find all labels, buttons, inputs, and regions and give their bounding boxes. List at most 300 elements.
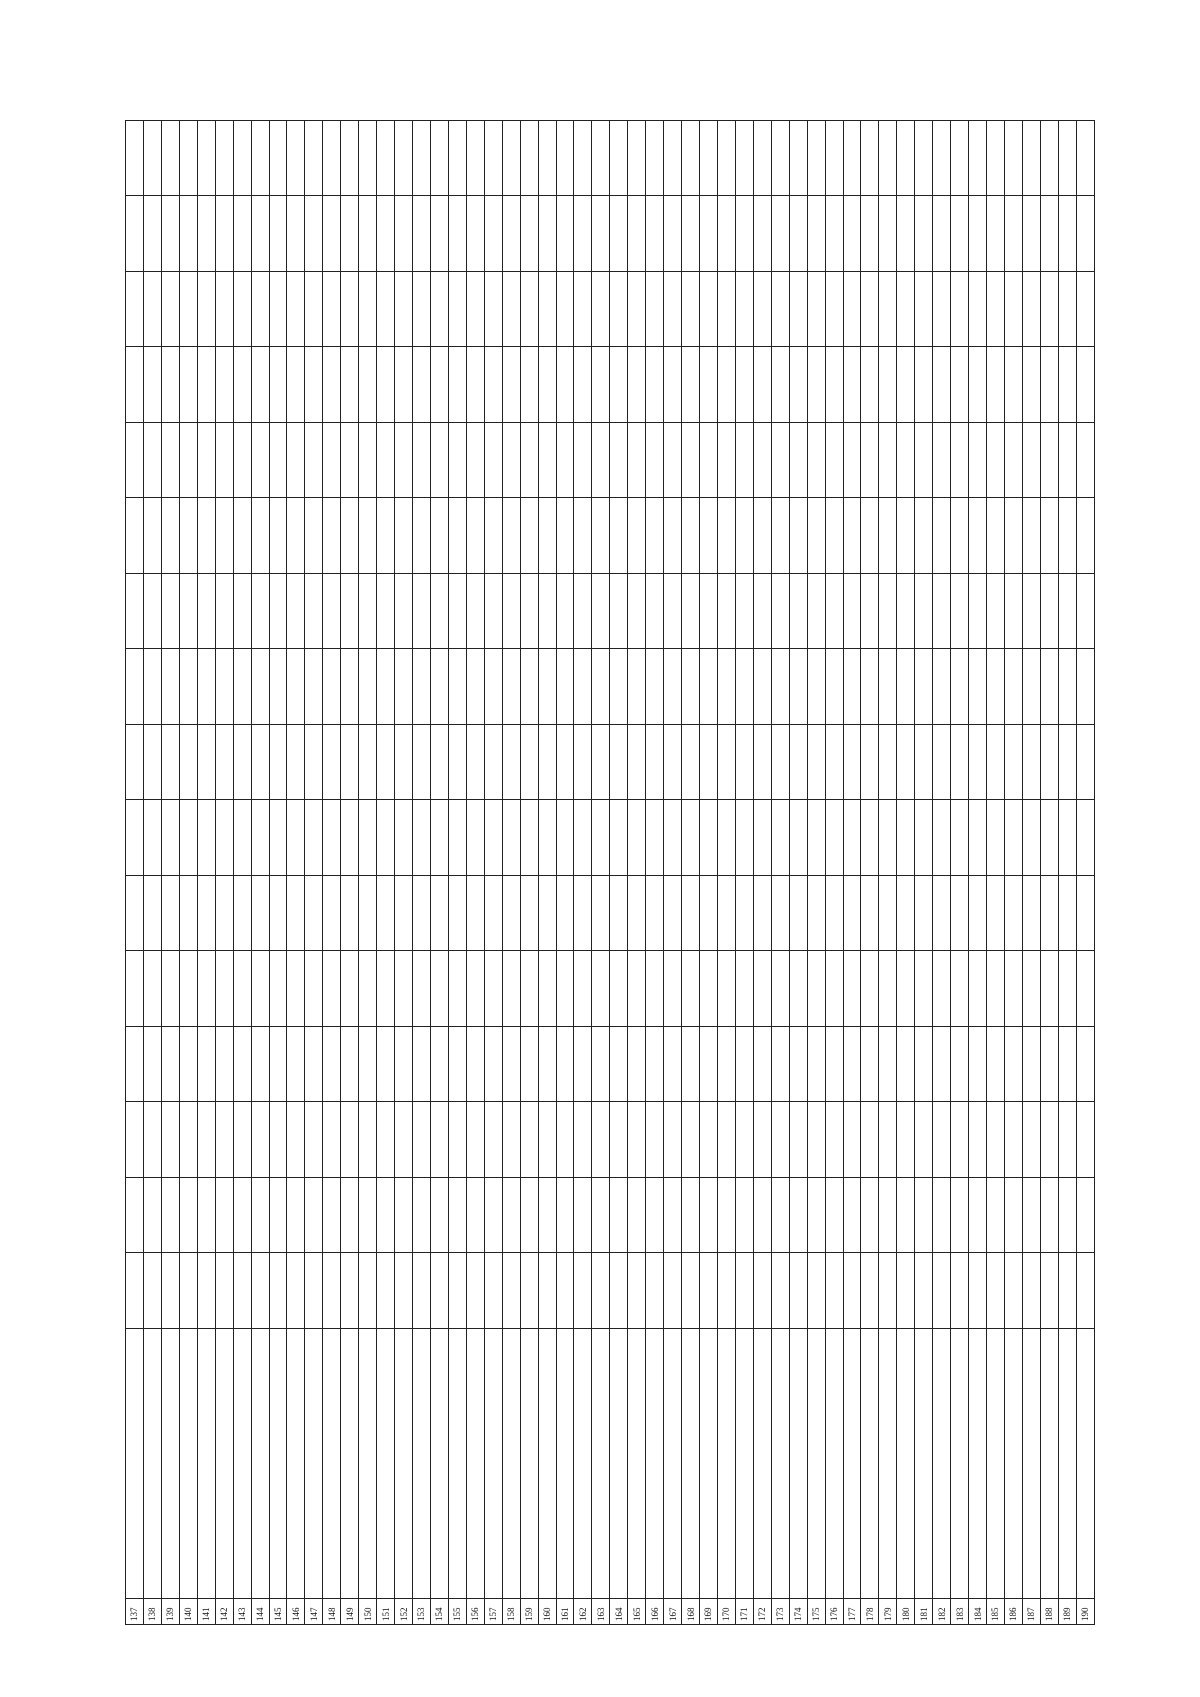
table-cell — [520, 347, 538, 423]
table-cell — [825, 423, 843, 499]
table-cell — [789, 1102, 807, 1178]
table-cell — [538, 423, 556, 499]
row-number-cell: 159 — [520, 1599, 538, 1625]
table-cell — [1058, 498, 1076, 574]
table-cell — [430, 1329, 448, 1599]
table-cell — [126, 423, 144, 499]
table-cell — [1076, 1027, 1094, 1103]
table-cell — [341, 1253, 359, 1329]
row-number-cell: 169 — [700, 1599, 718, 1625]
table-cell — [179, 1027, 197, 1103]
table-cell — [305, 196, 323, 272]
table-cell — [538, 876, 556, 952]
table-row — [646, 121, 664, 1625]
table-cell — [969, 1178, 987, 1254]
table-cell — [233, 574, 251, 650]
table-cell — [1076, 574, 1094, 650]
table-cell — [987, 574, 1005, 650]
table-cell — [484, 951, 502, 1027]
row-number-cell: 184 — [969, 1599, 987, 1625]
table-cell — [915, 423, 933, 499]
table-cell — [807, 498, 825, 574]
table-cell — [269, 800, 287, 876]
table-cell — [377, 951, 395, 1027]
table-cell — [484, 800, 502, 876]
table-cell — [269, 1027, 287, 1103]
table-cell — [610, 1178, 628, 1254]
table-cell — [341, 498, 359, 574]
row-number-cell: 137 — [126, 1599, 144, 1625]
table-cell — [287, 1027, 305, 1103]
table-cell — [987, 498, 1005, 574]
table-cell — [592, 800, 610, 876]
table-cell — [448, 347, 466, 423]
table-cell — [915, 1253, 933, 1329]
table-cell — [628, 1329, 646, 1599]
table-cell — [628, 876, 646, 952]
table-cell — [269, 423, 287, 499]
table-cell — [556, 800, 574, 876]
table-cell — [861, 498, 879, 574]
table-cell — [520, 574, 538, 650]
table-cell — [520, 272, 538, 348]
table-cell — [664, 196, 682, 272]
table-cell — [520, 196, 538, 272]
table-cell — [646, 951, 664, 1027]
table-cell — [861, 347, 879, 423]
table-cell — [143, 1027, 161, 1103]
table-cell — [915, 725, 933, 801]
table-cell — [377, 1329, 395, 1599]
table-cell — [538, 1329, 556, 1599]
table-cell — [161, 121, 179, 197]
table-cell — [1022, 272, 1040, 348]
table-cell — [987, 800, 1005, 876]
table-cell — [395, 574, 413, 650]
table-cell — [879, 1178, 897, 1254]
table-cell — [413, 1102, 431, 1178]
table-cell — [233, 1027, 251, 1103]
table-cell — [933, 196, 951, 272]
table-cell — [502, 423, 520, 499]
table-cell — [359, 121, 377, 197]
table-cell — [717, 574, 735, 650]
table-cell — [879, 196, 897, 272]
table-cell — [341, 196, 359, 272]
table-cell — [664, 951, 682, 1027]
table-cell — [897, 423, 915, 499]
row-number-cell: 158 — [502, 1599, 520, 1625]
table-cell — [359, 574, 377, 650]
table-cell — [395, 121, 413, 197]
row-number-cell: 177 — [843, 1599, 861, 1625]
table-row — [143, 121, 161, 1625]
table-cell — [197, 725, 215, 801]
table-cell — [179, 1102, 197, 1178]
table-cell — [753, 951, 771, 1027]
table-cell — [843, 876, 861, 952]
table-cell — [843, 1178, 861, 1254]
table-cell — [753, 498, 771, 574]
table-cell — [466, 1027, 484, 1103]
table-cell — [126, 725, 144, 801]
table-cell — [915, 121, 933, 197]
table-cell — [323, 1329, 341, 1599]
row-number-cell: 173 — [771, 1599, 789, 1625]
table-cell — [377, 498, 395, 574]
table-cell — [341, 1027, 359, 1103]
row-number-cell: 152 — [395, 1599, 413, 1625]
table-cell — [413, 649, 431, 725]
table-cell — [700, 951, 718, 1027]
table-row — [161, 121, 179, 1625]
table-row — [126, 121, 144, 1625]
table-row — [287, 121, 305, 1625]
table-cell — [502, 272, 520, 348]
table-cell — [861, 196, 879, 272]
table-cell — [969, 574, 987, 650]
table-cell — [951, 121, 969, 197]
table-cell — [771, 121, 789, 197]
table-cell — [717, 196, 735, 272]
table-cell — [574, 423, 592, 499]
table-cell — [735, 876, 753, 952]
table-cell — [233, 876, 251, 952]
table-cell — [879, 498, 897, 574]
table-cell — [341, 423, 359, 499]
table-cell — [215, 1102, 233, 1178]
table-cell — [502, 876, 520, 952]
table-cell — [305, 423, 323, 499]
table-cell — [520, 649, 538, 725]
table-cell — [466, 1178, 484, 1254]
table-cell — [215, 196, 233, 272]
table-cell — [359, 1253, 377, 1329]
table-cell — [771, 1102, 789, 1178]
table-cell — [161, 272, 179, 348]
table-cell — [825, 1178, 843, 1254]
row-number-cell: 174 — [789, 1599, 807, 1625]
row-number-cell: 160 — [538, 1599, 556, 1625]
table-cell — [556, 121, 574, 197]
table-cell — [143, 423, 161, 499]
table-cell — [843, 574, 861, 650]
table-row — [897, 121, 915, 1625]
table-cell — [448, 498, 466, 574]
table-cell — [592, 1102, 610, 1178]
table-cell — [592, 272, 610, 348]
table-cell — [502, 574, 520, 650]
table-row — [1076, 121, 1094, 1625]
table-cell — [502, 1253, 520, 1329]
table-cell — [879, 725, 897, 801]
table-cell — [682, 1178, 700, 1254]
table-row — [305, 121, 323, 1625]
table-cell — [126, 574, 144, 650]
table-cell — [520, 423, 538, 499]
table-cell — [879, 1027, 897, 1103]
table-cell — [484, 1178, 502, 1254]
table-cell — [1058, 574, 1076, 650]
table-cell — [377, 423, 395, 499]
table-cell — [628, 423, 646, 499]
table-cell — [897, 649, 915, 725]
row-number-cell: 183 — [951, 1599, 969, 1625]
table-cell — [1022, 1178, 1040, 1254]
table-cell — [1004, 1329, 1022, 1599]
table-cell — [538, 1253, 556, 1329]
table-cell — [269, 498, 287, 574]
table-cell — [269, 196, 287, 272]
table-cell — [126, 272, 144, 348]
table-cell — [359, 725, 377, 801]
table-cell — [682, 951, 700, 1027]
table-cell — [161, 574, 179, 650]
table-cell — [143, 347, 161, 423]
table-row — [377, 121, 395, 1625]
table-cell — [359, 1027, 377, 1103]
table-cell — [915, 272, 933, 348]
table-cell — [466, 876, 484, 952]
table-cell — [664, 498, 682, 574]
table-cell — [933, 423, 951, 499]
table-cell — [1040, 800, 1058, 876]
table-cell — [753, 272, 771, 348]
row-number-cell: 163 — [592, 1599, 610, 1625]
table-cell — [574, 574, 592, 650]
table-cell — [682, 196, 700, 272]
row-number-cell: 179 — [879, 1599, 897, 1625]
table-cell — [735, 649, 753, 725]
table-cell — [484, 121, 502, 197]
table-cell — [771, 800, 789, 876]
table-cell — [377, 121, 395, 197]
table-cell — [179, 196, 197, 272]
table-cell — [143, 121, 161, 197]
table-cell — [592, 347, 610, 423]
row-number-cell: 141 — [197, 1599, 215, 1625]
table-cell — [502, 800, 520, 876]
table-cell — [287, 272, 305, 348]
table-cell — [502, 951, 520, 1027]
table-cell — [1022, 574, 1040, 650]
table-cell — [305, 272, 323, 348]
table-cell — [395, 1178, 413, 1254]
table-cell — [161, 649, 179, 725]
table-cell — [807, 1329, 825, 1599]
table-cell — [807, 121, 825, 197]
table-cell — [951, 800, 969, 876]
table-cell — [143, 1178, 161, 1254]
table-cell — [807, 423, 825, 499]
table-cell — [646, 272, 664, 348]
table-cell — [969, 1027, 987, 1103]
table-cell — [197, 272, 215, 348]
table-cell — [789, 876, 807, 952]
table-row — [413, 121, 431, 1625]
table-cell — [753, 1329, 771, 1599]
table-cell — [430, 574, 448, 650]
table-cell — [1040, 1178, 1058, 1254]
table-cell — [161, 1027, 179, 1103]
table-cell — [251, 800, 269, 876]
table-cell — [682, 1027, 700, 1103]
table-cell — [933, 121, 951, 197]
table-cell — [897, 1253, 915, 1329]
table-cell — [556, 196, 574, 272]
table-cell — [520, 725, 538, 801]
table-cell — [1004, 574, 1022, 650]
table-cell — [933, 498, 951, 574]
table-row — [574, 121, 592, 1625]
table-cell — [1058, 876, 1076, 952]
table-cell — [251, 1178, 269, 1254]
table-cell — [1022, 498, 1040, 574]
table-cell — [789, 725, 807, 801]
row-number-cell: 161 — [556, 1599, 574, 1625]
table-cell — [1040, 121, 1058, 197]
table-cell — [1058, 121, 1076, 197]
table-cell — [341, 876, 359, 952]
table-cell — [807, 196, 825, 272]
table-cell — [323, 1178, 341, 1254]
table-cell — [1004, 951, 1022, 1027]
table-cell — [413, 498, 431, 574]
row-number-cell: 180 — [897, 1599, 915, 1625]
table-cell — [574, 876, 592, 952]
table-row — [825, 121, 843, 1625]
table-row — [538, 121, 556, 1625]
table-cell — [879, 1102, 897, 1178]
row-number-cell: 151 — [377, 1599, 395, 1625]
table-cell — [753, 649, 771, 725]
table-cell — [592, 1253, 610, 1329]
table-row — [395, 121, 413, 1625]
table-cell — [520, 498, 538, 574]
table-cell — [789, 498, 807, 574]
table-cell — [1076, 196, 1094, 272]
table-cell — [861, 1178, 879, 1254]
table-cell — [807, 800, 825, 876]
table-cell — [126, 951, 144, 1027]
table-cell — [538, 347, 556, 423]
table-cell — [1076, 1102, 1094, 1178]
table-cell — [574, 196, 592, 272]
table-row — [1058, 121, 1076, 1625]
table-cell — [359, 498, 377, 574]
table-cell — [179, 1329, 197, 1599]
table-cell — [430, 1253, 448, 1329]
table-cell — [233, 423, 251, 499]
table-cell — [664, 725, 682, 801]
table-cell — [897, 876, 915, 952]
table-cell — [395, 800, 413, 876]
table-cell — [951, 951, 969, 1027]
table-cell — [233, 649, 251, 725]
table-cell — [143, 1253, 161, 1329]
row-number-cell: 153 — [413, 1599, 431, 1625]
table-cell — [556, 1027, 574, 1103]
table-cell — [395, 876, 413, 952]
table-cell — [861, 649, 879, 725]
table-cell — [592, 649, 610, 725]
table-cell — [700, 121, 718, 197]
table-cell — [215, 347, 233, 423]
table-cell — [771, 649, 789, 725]
table-cell — [215, 1253, 233, 1329]
table-cell — [413, 347, 431, 423]
table-cell — [861, 1253, 879, 1329]
table-cell — [1040, 423, 1058, 499]
table-cell — [1004, 498, 1022, 574]
table-cell — [574, 800, 592, 876]
table-cell — [215, 574, 233, 650]
table-cell — [897, 1329, 915, 1599]
table-cell — [233, 951, 251, 1027]
table-cell — [287, 498, 305, 574]
table-cell — [484, 196, 502, 272]
table-cell — [610, 272, 628, 348]
table-cell — [574, 498, 592, 574]
row-number-cell: 164 — [610, 1599, 628, 1625]
table-cell — [735, 121, 753, 197]
table-cell — [987, 951, 1005, 1027]
table-cell — [179, 649, 197, 725]
table-cell — [520, 1102, 538, 1178]
table-cell — [556, 725, 574, 801]
table-cell — [664, 272, 682, 348]
table-cell — [682, 800, 700, 876]
table-cell — [825, 498, 843, 574]
table-cell — [251, 574, 269, 650]
table-cell — [628, 121, 646, 197]
table-cell — [251, 196, 269, 272]
table-cell — [395, 951, 413, 1027]
table-cell — [466, 196, 484, 272]
table-cell — [233, 1178, 251, 1254]
table-cell — [126, 649, 144, 725]
table-cell — [664, 1178, 682, 1254]
table-cell — [628, 574, 646, 650]
table-cell — [1076, 876, 1094, 952]
table-cell — [664, 347, 682, 423]
table-cell — [969, 1253, 987, 1329]
row-number-cell: 168 — [682, 1599, 700, 1625]
table-cell — [413, 1253, 431, 1329]
table-cell — [233, 272, 251, 348]
table-cell — [915, 649, 933, 725]
table-cell — [825, 649, 843, 725]
table-cell — [323, 800, 341, 876]
table-cell — [520, 1178, 538, 1254]
table-cell — [825, 725, 843, 801]
table-cell — [251, 876, 269, 952]
table-cell — [879, 347, 897, 423]
table-cell — [215, 876, 233, 952]
table-cell — [861, 423, 879, 499]
table-cell — [807, 272, 825, 348]
table-cell — [700, 725, 718, 801]
table-cell — [1004, 196, 1022, 272]
table-cell — [1040, 347, 1058, 423]
table-cell — [466, 272, 484, 348]
table-cell — [395, 347, 413, 423]
table-row — [215, 121, 233, 1625]
table-cell — [251, 725, 269, 801]
table-cell — [538, 951, 556, 1027]
table-cell — [143, 196, 161, 272]
table-cell — [341, 1329, 359, 1599]
